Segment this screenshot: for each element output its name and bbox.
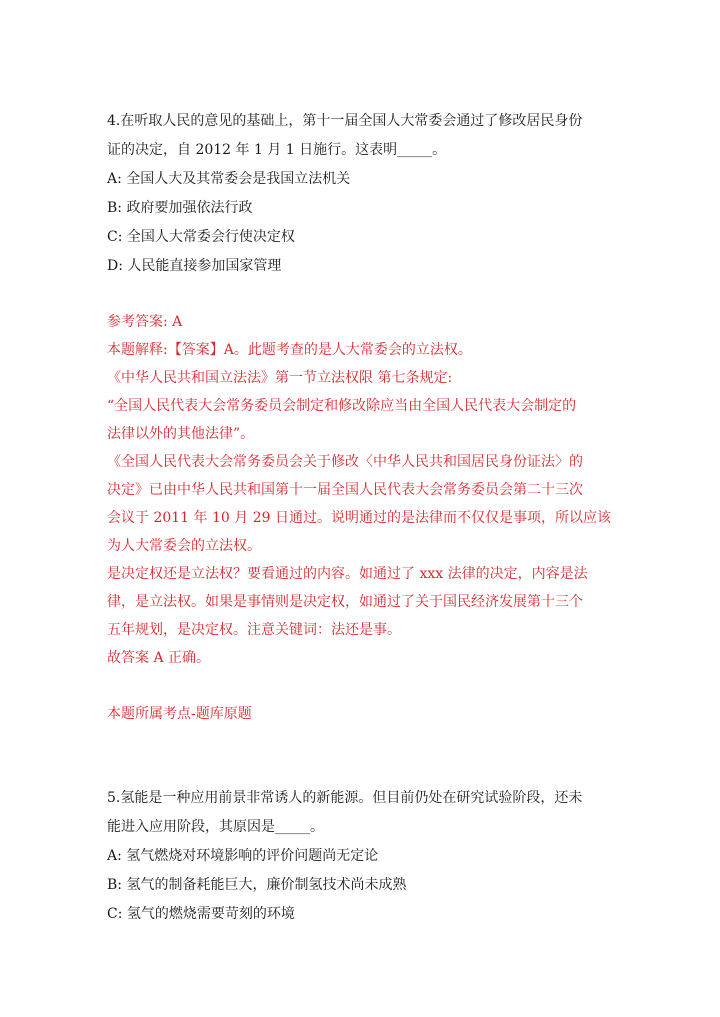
question-4-option-d: D: 人民能直接参加国家管理 [107, 258, 282, 274]
question-4-option-b: B: 政府要加强依法行政 [107, 200, 253, 216]
explanation-line: 决定》已由中华人民共和国第十一届全国人民代表大会常务委员会第二十三次 [107, 482, 583, 498]
explanation-line: 五年规划，是决定权。注意关键词：法还是事。 [107, 622, 401, 638]
question-4-stem-line-1: 4.在听取人民的意见的基础上，第十一届全国人大常委会通过了修改居民身份 [107, 113, 583, 129]
explanation-line: “全国人民代表大会常务委员会制定和修改除应当由全国人民代表大会制定的 [107, 398, 577, 414]
question-4-answer: 参考答案: A [107, 314, 183, 330]
explanation-line: 律，是立法权。如果是事情则是决定权，如通过了关于国民经济发展第十三个 [107, 594, 583, 610]
explanation-line: 是决定权还是立法权？要看通过的内容。如通过了 xxx 法律的决定，内容是法 [107, 566, 588, 582]
question-4-option-a: A: 全国人大及其常委会是我国立法机关 [107, 171, 351, 187]
question-5-stem-line-1: 5.氢能是一种应用前景非常诱人的新能源。但目前仍处在研究试验阶段，还未 [107, 790, 583, 806]
question-5-option-c: C: 氢气的燃烧需要苛刻的环境 [107, 906, 295, 922]
explanation-line: 法律以外的其他法律”。 [107, 426, 255, 442]
explanation-line: 《中华人民共和国立法法》第一节立法权限 第七条规定: [107, 370, 453, 386]
question-4-stem-line-2: 证的决定，自 2012 年 1 月 1 日施行。这表明_____。 [107, 142, 447, 158]
explanation-line: 会议于 2011 年 10 月 29 日通过。说明通过的是法律而不仅仅是事项，所以应该 [107, 510, 611, 526]
question-5-option-a: A: 氢气燃烧对环境影响的评价问题尚无定论 [107, 848, 379, 864]
question-5-stem-line-2: 能进入应用阶段，其原因是_____。 [107, 819, 324, 835]
explanation-line: 本题解释:【答案】A。此题考查的是人大常委会的立法权。 [107, 342, 472, 358]
explanation-line: 为人大常委会的立法权。 [107, 538, 261, 554]
explanation-line: 《全国人民代表大会常务委员会关于修改〈中华人民共和国居民身份证法〉的 [107, 454, 583, 470]
question-4-source: 本题所属考点-题库原题 [107, 706, 252, 722]
question-4-option-c: C: 全国人大常委会行使决定权 [107, 229, 295, 245]
explanation-line: 故答案 A 正确。 [107, 650, 211, 666]
question-5-option-b: B: 氢气的制备耗能巨大，廉价制氢技术尚未成熟 [107, 877, 407, 893]
